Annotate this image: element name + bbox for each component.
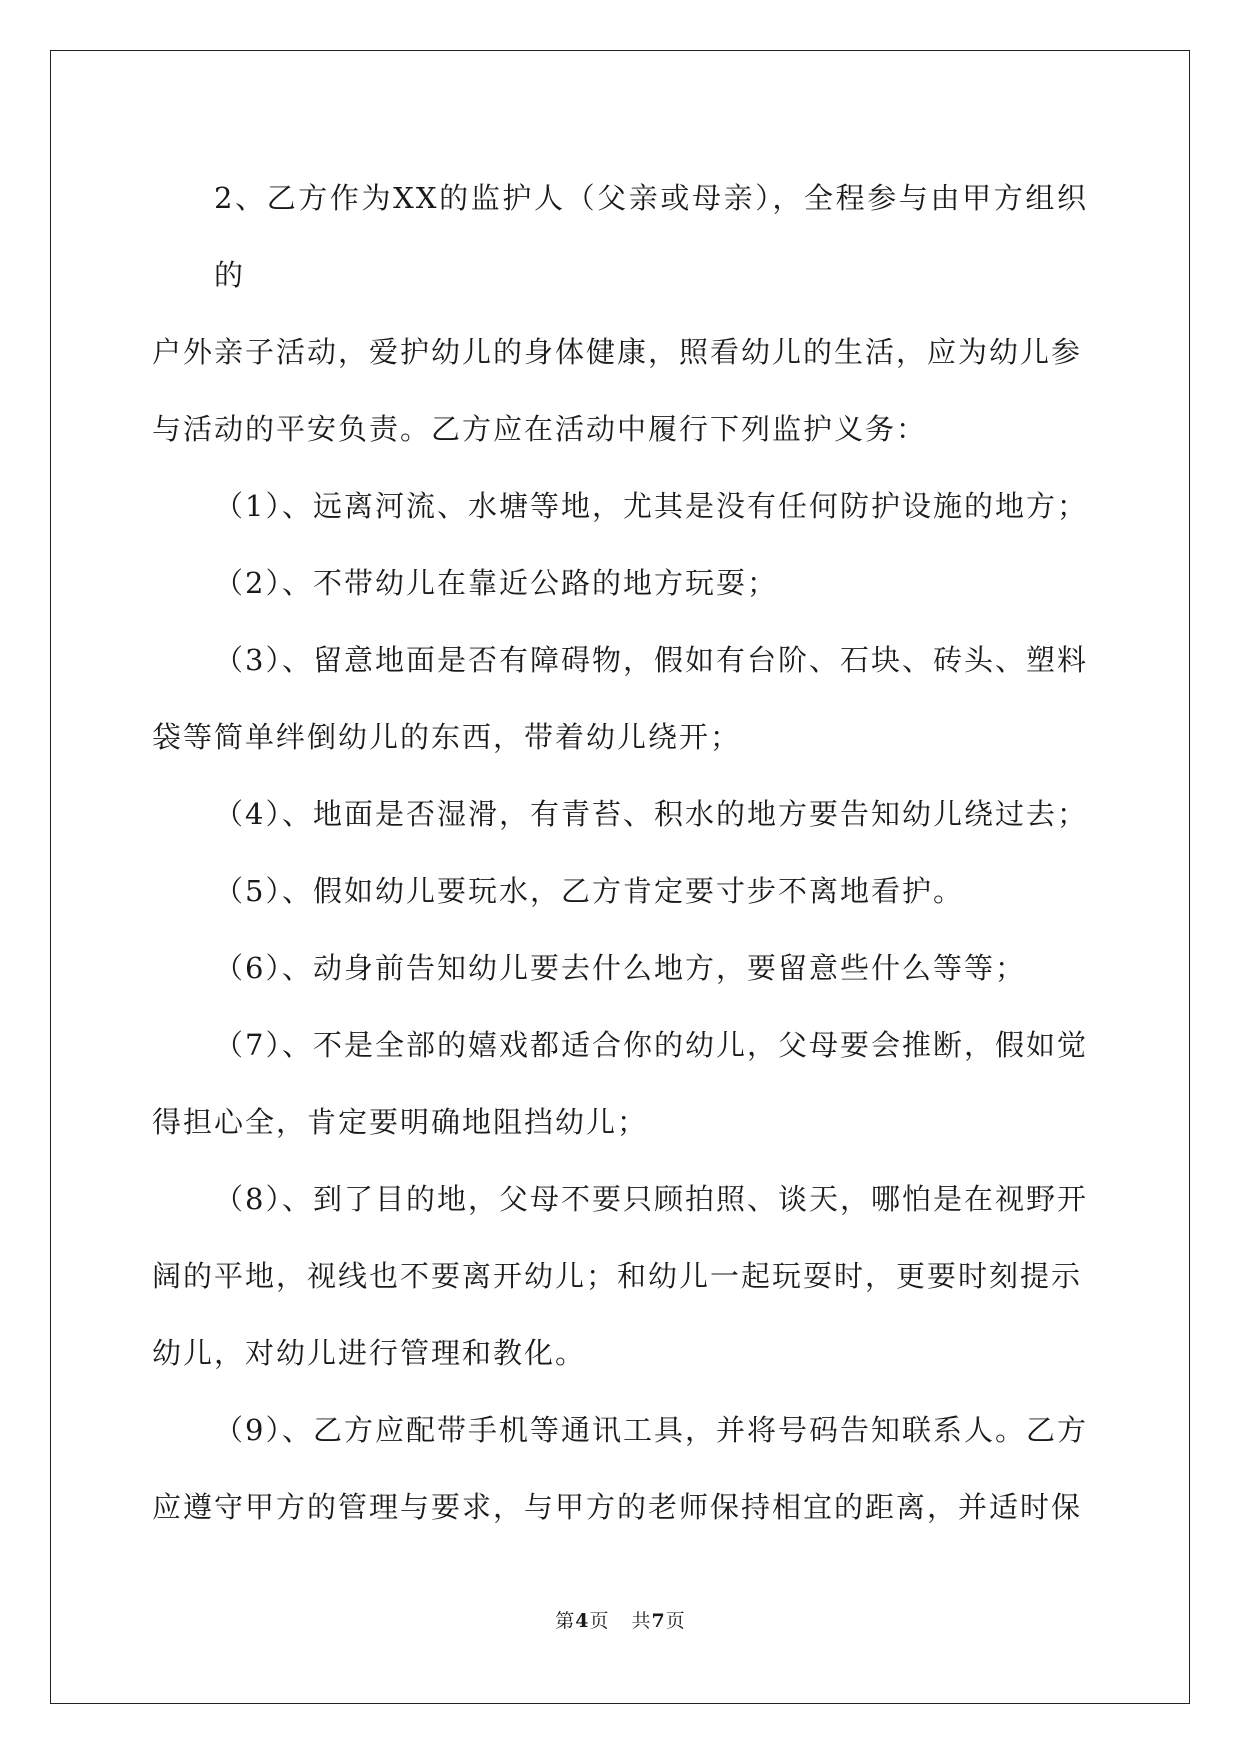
text-line: 与活动的平安负责。乙方应在活动中履行下列监护义务：	[152, 412, 928, 446]
page-total: 7	[651, 1610, 666, 1632]
body-text	[152, 160, 1088, 1546]
text-line: 阔的平地，视线也不要离开幼儿；和幼儿一起玩耍时，更要时刻提示	[152, 1259, 1083, 1293]
text-line: （9）、乙方应配带手机等通讯工具，并将号码告知联系人。乙方	[214, 1413, 1088, 1447]
text-line: （5）、假如幼儿要玩水，乙方肯定要寸步不离地看护。	[214, 874, 964, 908]
text-line: （1）、远离河流、水塘等地，尤其是没有任何防护设施的地方；	[214, 489, 1088, 523]
text-line: 得担心全，肯定要明确地阻挡幼儿；	[152, 1105, 649, 1139]
text-line: （4）、地面是否湿滑，有青苔、积水的地方要告知幼儿绕过去；	[214, 797, 1088, 831]
text-line: （3）、留意地面是否有障碍物，假如有台阶、石块、砖头、塑料	[214, 643, 1088, 677]
text-line: 应遵守甲方的管理与要求，与甲方的老师保持相宜的距离，并适时保	[152, 1490, 1083, 1524]
text-line: （2）、不带幼儿在靠近公路的地方玩耍；	[214, 566, 778, 600]
page-prefix: 第	[555, 1610, 576, 1632]
text-line: 幼儿，对幼儿进行管理和教化。	[152, 1336, 587, 1370]
text-line: 袋等简单绊倒幼儿的东西，带着幼儿绕开；	[152, 720, 742, 754]
text-line: （6）、动身前告知幼儿要去什么地方，要留意些什么等等；	[214, 951, 1026, 985]
document-body	[152, 160, 1088, 1546]
text-line: 户外亲子活动，爱护幼儿的身体健康，照看幼儿的生活，应为幼儿参	[152, 335, 1083, 369]
page-suffix: 页	[589, 1610, 610, 1632]
text-line: （7）、不是全部的嬉戏都适合你的幼儿，父母要会推断，假如觉	[214, 1028, 1088, 1062]
total-suffix: 页	[665, 1610, 686, 1632]
total-prefix: 共	[631, 1610, 652, 1632]
text-line: 2、乙方作为XX的监护人（父亲或母亲），全程参与由甲方组织的	[214, 181, 1088, 292]
text-line: （8）、到了目的地，父母不要只顾拍照、谈天，哪怕是在视野开	[214, 1182, 1088, 1216]
page-current: 4	[575, 1610, 590, 1632]
page-footer	[0, 1606, 1241, 1633]
